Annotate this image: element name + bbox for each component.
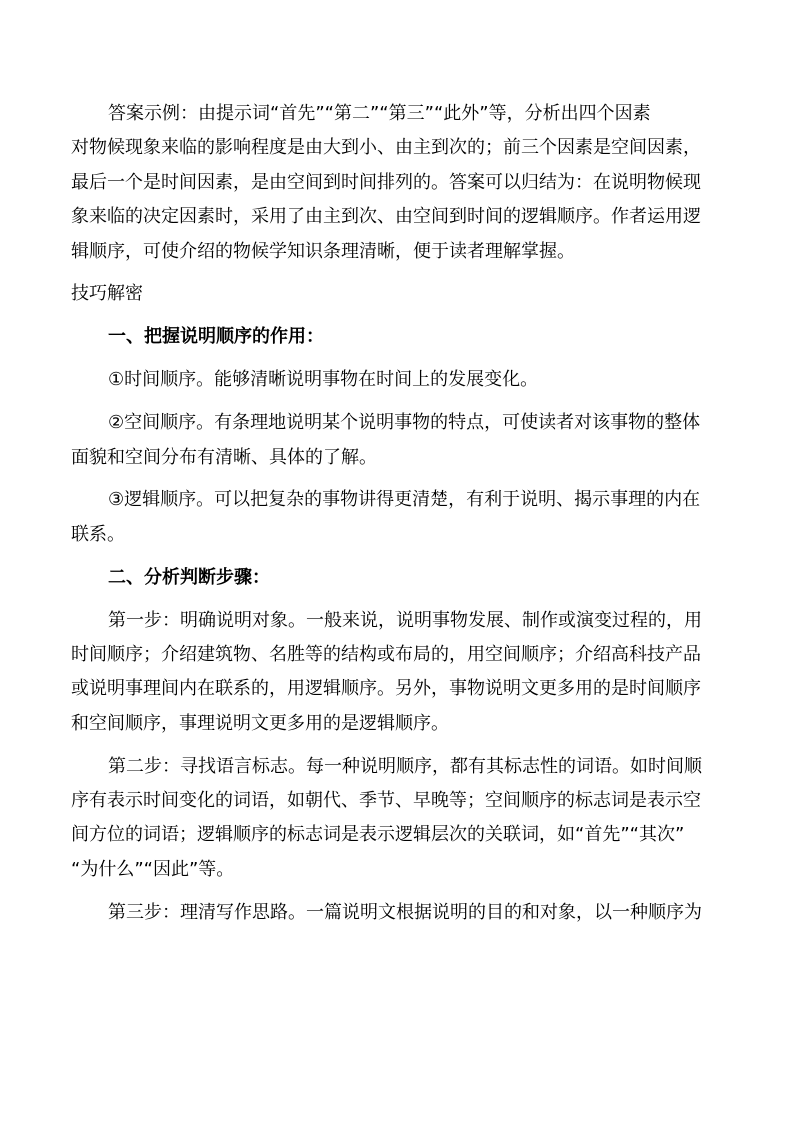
step-2-paragraph [71, 750, 731, 888]
item-logic-order [71, 483, 731, 552]
text-line: 第二步：寻找语言标志。每一种说明顺序，都有其标志性的词语。如时间顺 [108, 755, 702, 777]
item-space-order [71, 406, 731, 475]
document-page [71, 97, 731, 930]
text-line: 或说明事理间内在联系的，用逻辑顺序。另外，事物说明文更多用的是时间顺序 [71, 678, 701, 700]
text-line: 对物候现象来临的影响程度是由大到小、由主到次的；前三个因素是空间因素， [71, 137, 701, 159]
text-line: 联系。 [71, 523, 125, 545]
text-line: ①时间顺序。能够清晰说明事物在时间上的发展变化。 [108, 369, 539, 391]
text-line: 间方位的词语；逻辑顺序的标志词是表示逻辑层次的关联词，如“首先”“其次” [71, 824, 685, 846]
text-line: 辑顺序，可使介绍的物候学知识条理清晰，便于读者理解掌握。 [71, 240, 575, 262]
step-1-paragraph [71, 604, 731, 742]
text-line: 象来临的决定因素时，采用了由主到次、由空间到时间的逻辑顺序。作者运用逻 [71, 206, 701, 228]
step-3-paragraph [71, 896, 731, 930]
text-line: 面貌和空间分布有清晰、具体的了解。 [71, 446, 377, 468]
text-line: 第三步：理清写作思路。一篇说明文根据说明的目的和对象，以一种顺序为 [108, 901, 702, 923]
text-line: 最后一个是时间因素，是由空间到时间排列的。答案可以归结为：在说明物候现 [71, 171, 701, 193]
text-line: ③逻辑顺序。可以把复杂的事物讲得更清楚，有利于说明、揭示事理的内在 [108, 489, 701, 511]
text-line: 序有表示时间变化的词语，如朝代、季节、早晚等；空间顺序的标志词是表示空 [71, 790, 701, 812]
text-line: 和空间顺序，事理说明文更多用的是逻辑顺序。 [71, 712, 449, 734]
item-time-order [71, 363, 731, 397]
heading-1: 一、把握说明顺序的作用： [108, 326, 324, 348]
section-title: 技巧解密 [71, 283, 143, 305]
heading-2: 二、分析判断步骤： [108, 566, 270, 588]
text-line: 第一步：明确说明对象。一般来说，说明事物发展、制作或演变过程的，用 [108, 609, 702, 631]
text-line: “为什么”“因此”等。 [71, 858, 235, 880]
text-line: 时间顺序；介绍建筑物、名胜等的结构或布局的，用空间顺序；介绍高科技产品 [71, 643, 701, 665]
text-line: ②空间顺序。有条理地说明某个说明事物的特点，可使读者对该事物的整体 [108, 412, 701, 434]
answer-paragraph [71, 97, 731, 269]
text-line: 答案示例：由提示词“首先”“第二”“第三”“此外”等，分析出四个因素 [108, 103, 651, 124]
